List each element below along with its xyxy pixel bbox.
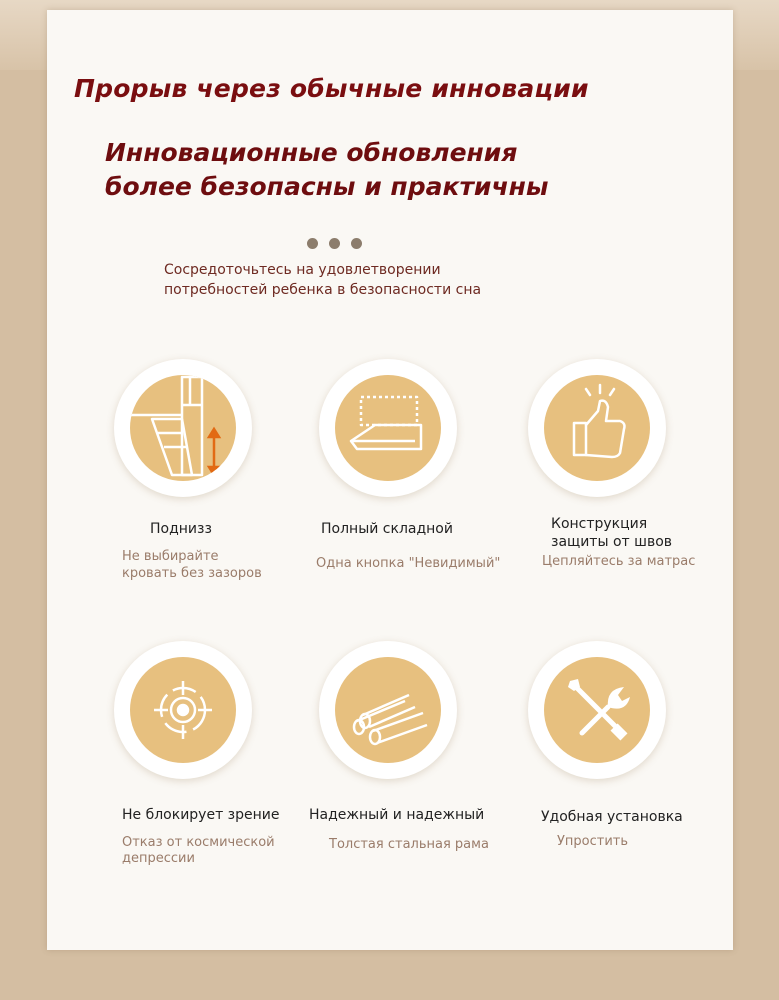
feature-desc-line1: Не выбирайте <box>122 549 219 564</box>
intro-text <box>164 260 584 300</box>
feature-title: Не блокирует зрение <box>122 807 280 823</box>
thumbs-up-icon <box>544 375 650 481</box>
intro-line2: потребностей ребенка в безопасности сна <box>164 282 482 298</box>
feature-title-line1: Конструкция <box>551 516 648 532</box>
subheadline-line2: более безопасны и практичны <box>105 172 549 201</box>
feature-title-line2: защиты от швов <box>551 534 673 550</box>
dot <box>351 238 362 249</box>
feature-title: Удобная установка <box>541 809 683 825</box>
tools-icon <box>544 657 650 763</box>
feature-title: Полный складной <box>321 521 453 537</box>
fold-icon <box>335 375 441 481</box>
feature-desc-line2: кровать без зазоров <box>122 566 262 581</box>
feature-title: Надежный и надежный <box>309 807 485 823</box>
headline: Прорыв через обычные инновации <box>74 74 589 103</box>
steel-tubes-icon <box>335 657 441 763</box>
feature-desc-line1: Упростить <box>557 834 629 849</box>
intro-line1: Сосредоточьтесь на удовлетворении <box>164 262 441 278</box>
target-icon <box>130 657 236 763</box>
feature-title: Поднизз <box>150 521 212 537</box>
feature-icon-circle <box>319 359 457 497</box>
feature-icon-circle <box>114 359 252 497</box>
feature-icon-circle <box>114 641 252 779</box>
feature-desc-line1: Отказ от космической <box>122 835 275 850</box>
feature-icon-circle <box>528 359 666 497</box>
feature-icon-circle <box>528 641 666 779</box>
lift-icon <box>130 375 236 481</box>
separator-dots <box>307 234 373 253</box>
dot <box>329 238 340 249</box>
feature-desc-line1: Цепляйтесь за матрас <box>542 554 696 569</box>
dot <box>307 238 318 249</box>
subheadline-line1: Инновационные обновления <box>105 138 518 167</box>
feature-desc-line2: депрессии <box>122 851 195 866</box>
feature-icon-circle <box>319 641 457 779</box>
subheadline <box>105 136 665 204</box>
feature-desc-line1: Одна кнопка "Невидимый" <box>316 556 501 571</box>
feature-desc-line1: Толстая стальная рама <box>329 837 489 852</box>
